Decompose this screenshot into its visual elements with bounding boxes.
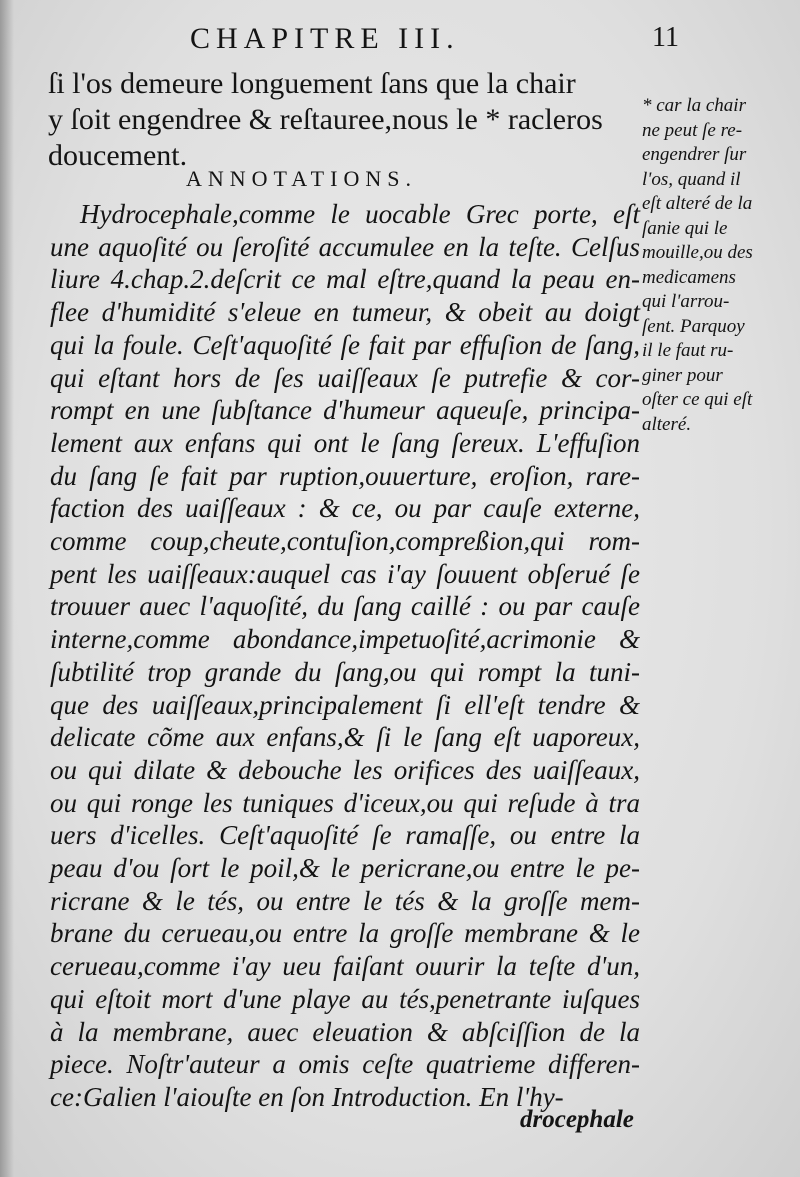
annotation-line: qui la foule. Ceſt'aquoſité ſe fait par effuſion de ſang, <box>50 329 640 360</box>
annotation-line: liure 4.chap.2.deſcrit ce mal eſtre,quand la peau en- <box>50 264 640 295</box>
marginal-note-line: giner pour <box>642 364 723 386</box>
marginal-note-line: alteré. <box>642 413 692 435</box>
annotation-line: Hydrocephale,comme le uocable Grec porte, eſt <box>80 199 640 229</box>
annotation-line: faction des uaiſſeaux : & ce, ou par cauſe externe, <box>50 493 640 524</box>
chapter-heading: CHAPITRE III. <box>190 22 460 55</box>
catchword: drocephale <box>520 1106 634 1133</box>
annotation-line: qui eſtant hors de ſes uaiſſeaux ſe putrefie & cor- <box>50 362 640 393</box>
text-line: ſi l'os demeure longuement ſans que la chair <box>48 67 576 100</box>
annotation-line: brane du cerueau,ou entre la groſſe membrane & le <box>50 918 640 949</box>
annotation-line: comme coup,cheute,contuſion,compreßion,qui rom- <box>50 526 640 557</box>
annotations-heading: ANNOTATIONS. <box>186 166 417 191</box>
annotation-line: peau d'ou ſort le poil,& le pericrane,ou entre le pe- <box>50 853 640 884</box>
marginal-note-line: oſter ce qui eſt <box>642 389 753 410</box>
annotation-line: interne,comme abondance,impetuoſité,acrimonie & <box>50 624 640 655</box>
page-gutter-shadow <box>0 0 14 1177</box>
marginal-note-line: ſanie qui le <box>642 217 728 239</box>
marginal-note-line: ſent. Parquoy <box>642 315 745 337</box>
annotation-line: une aquoſité ou ſeroſité accumulee en la teſte. Celſus <box>50 231 640 262</box>
marginal-note-line: * car la chair <box>642 95 746 116</box>
annotation-line: que des uaiſſeaux,principalement ſi ell'eſt tendre & <box>50 689 640 720</box>
annotation-line: ce:Galien l'aiouſte en ſon Introduction. En l'hy- <box>50 1081 564 1112</box>
marginal-note-line: engendrer ſur <box>642 144 747 165</box>
page-number: 11 <box>652 22 679 53</box>
annotation-line: flee d'humidité s'eleue en tumeur, & obeit au doigt <box>50 297 640 328</box>
annotation-line: ou qui dilate & debouche les orifices des uaiſſeaux, <box>50 754 640 785</box>
marginal-note-line: mouille,ou des <box>642 242 753 263</box>
annotation-line: ricrane & le tés, ou entre le tés & la groſſe mem- <box>50 885 640 916</box>
annotation-line: ou qui ronge les tuniques d'iceux,ou qui reſude à tra <box>50 787 640 818</box>
annotation-line: uers d'icelles. Ceſt'aquoſité ſe ramaſſe, ou entre la <box>50 820 640 851</box>
annotation-line: trouuer auec l'aquoſité, du ſang caillé : ou par cauſe <box>50 591 640 622</box>
text-line: doucement. <box>48 139 188 172</box>
marginal-note-line: eſt alteré de la <box>642 193 753 214</box>
annotation-line: ſubtilité trop grande du ſang,ou qui rompt la tuni- <box>50 656 640 687</box>
annotation-text <box>50 198 640 1114</box>
marginal-note <box>642 94 792 437</box>
annotation-line: cerueau,comme i'ay ueu faiſant ouurir la teſte d'un, <box>50 951 640 982</box>
text-line: y ſoit engendree & reſtauree,nous le * racleros <box>48 103 603 136</box>
marginal-note-line: qui l'arrou- <box>642 291 730 312</box>
annotation-line: lement aux enfans qui ont le ſang ſereux. L'effuſion <box>50 427 640 458</box>
annotation-line: piece. Noſtr'auteur a omis ceſte quatrieme differen- <box>50 1049 640 1080</box>
annotation-line: rompt en une ſubſtance d'humeur aqueuſe, principa- <box>50 395 640 426</box>
annotation-line: delicate cõme aux enfans,& ſi le ſang eſt uaporeux, <box>50 722 640 753</box>
marginal-note-line: medicamens <box>642 266 736 288</box>
annotation-line: pent les uaiſſeaux:auquel cas i'ay ſouuent obſerué ſe <box>50 558 640 589</box>
marginal-note-line: il le faut ru- <box>642 340 734 361</box>
chapter-text <box>48 66 638 174</box>
marginal-note-line: ne peut ſe re- <box>642 119 743 141</box>
marginal-note-line: l'os, quand il <box>642 168 741 190</box>
annotation-line: à la membrane, auec eleuation & abſciſſion de la <box>50 1016 640 1047</box>
annotation-line: du ſang ſe fait par ruption,ouuerture, eroſion, rare- <box>50 460 640 491</box>
annotation-line: qui eſtoit mort d'une playe au tés,penetrante iuſques <box>50 983 640 1014</box>
